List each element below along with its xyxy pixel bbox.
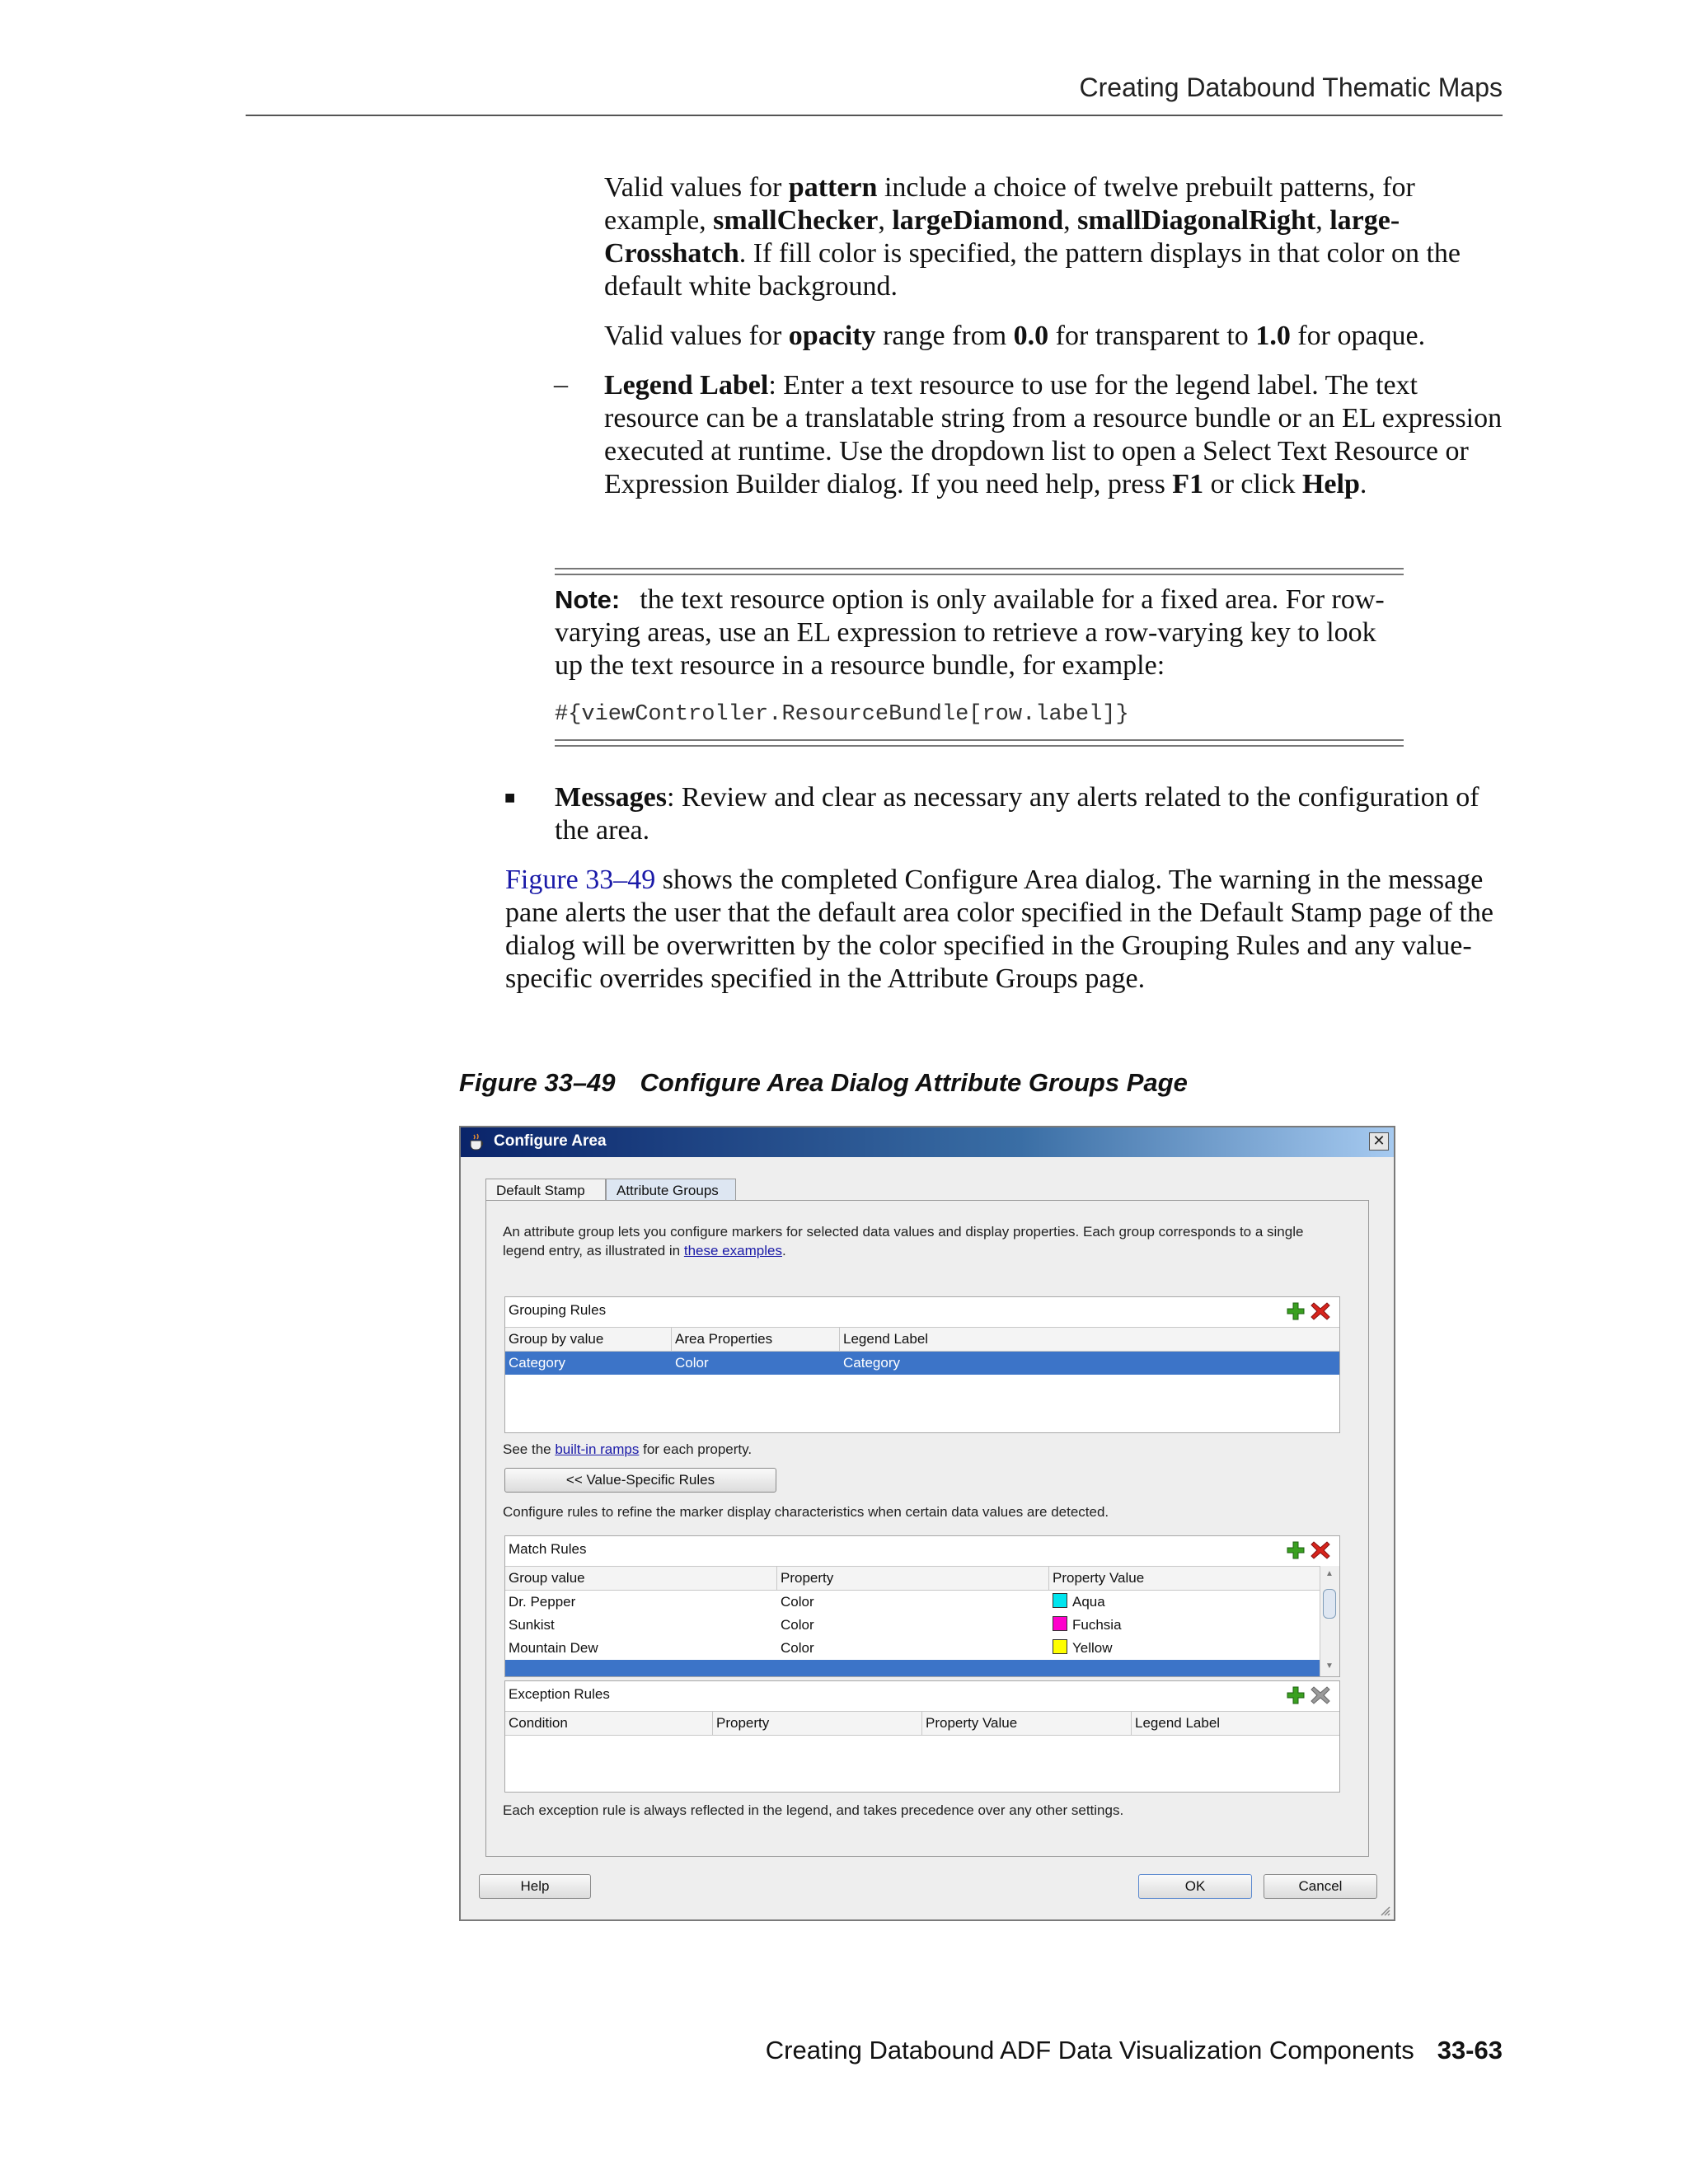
term-pattern: pattern bbox=[788, 172, 878, 203]
column-legend-label[interactable]: Legend Label bbox=[843, 1331, 929, 1347]
cell-legend-label: Category bbox=[843, 1355, 900, 1371]
scroll-up-icon[interactable]: ▲ bbox=[1325, 1569, 1334, 1578]
cell-property-value bbox=[1049, 1591, 1320, 1614]
column-legend-label[interactable]: Legend Label bbox=[1135, 1715, 1221, 1731]
color-swatch bbox=[1053, 1593, 1067, 1608]
match-rules-scrollbar[interactable] bbox=[1320, 1566, 1340, 1677]
color-swatch bbox=[1053, 1639, 1067, 1654]
help-button[interactable]: Help bbox=[479, 1874, 591, 1899]
term-smalldiagonalright: smallDiagonalRight bbox=[1077, 205, 1316, 236]
column-property[interactable]: Property bbox=[777, 1567, 1049, 1590]
column-group-by-value[interactable]: Group by value bbox=[505, 1328, 672, 1351]
resize-grip-icon[interactable] bbox=[1379, 1905, 1390, 1916]
exception-rules-title: Exception Rules bbox=[509, 1686, 610, 1702]
page-number: 33-63 bbox=[1437, 2036, 1503, 2064]
footer-chapter-title: Creating Databound ADF Data Visualization Components bbox=[765, 2036, 1414, 2064]
text-run: range from bbox=[875, 321, 1014, 351]
intro-text bbox=[503, 1222, 1343, 1260]
figure-number: Figure 33–49 bbox=[459, 1068, 616, 1097]
cell-group-value: Mountain Dew bbox=[509, 1640, 598, 1656]
text-run: include a choice of twelve prebuilt patterns, for example, bbox=[604, 172, 1415, 236]
cell-property: Color bbox=[781, 1617, 814, 1633]
exception-rules-section bbox=[504, 1680, 1340, 1793]
table-row[interactable] bbox=[505, 1591, 1320, 1614]
column-area-properties[interactable]: Area Properties bbox=[672, 1328, 840, 1351]
delete-icon[interactable] bbox=[1310, 1540, 1331, 1561]
add-icon[interactable] bbox=[1285, 1301, 1306, 1322]
text-run: : Enter a text resource to use for the legend label. The text resource can be a translatable string from a resource bundle or an EL expression executed at runtime. Use the dropdown list to open a Select Text Resource or Expression Builder dialog. If you need help, press bbox=[604, 370, 1503, 499]
color-name: Fuchsia bbox=[1072, 1617, 1122, 1633]
table-row[interactable] bbox=[505, 1637, 1320, 1660]
delete-icon[interactable] bbox=[1310, 1301, 1331, 1322]
paragraph-legend-label bbox=[604, 369, 1503, 501]
text-run: Valid values for bbox=[604, 172, 789, 203]
text-run: or click bbox=[1203, 469, 1302, 499]
paragraph-figure-reference bbox=[505, 864, 1507, 996]
coffee-cup-icon bbox=[467, 1132, 487, 1152]
figure-cross-reference-link[interactable]: Figure 33–49 bbox=[505, 865, 656, 895]
grouping-rules-section bbox=[504, 1296, 1340, 1433]
color-name: Aqua bbox=[1072, 1594, 1105, 1610]
column-condition[interactable]: Condition bbox=[505, 1712, 713, 1735]
cell-property-value bbox=[1049, 1614, 1320, 1637]
paragraph-pattern-values bbox=[604, 171, 1503, 303]
term-f1: F1 bbox=[1172, 469, 1204, 499]
configure-area-dialog bbox=[459, 1126, 1395, 1921]
text-run: , bbox=[878, 205, 893, 236]
figure-title: Configure Area Dialog Attribute Groups Page bbox=[640, 1068, 1188, 1097]
built-in-ramps-link[interactable]: built-in ramps bbox=[555, 1441, 640, 1457]
text-run: for opaque. bbox=[1290, 321, 1426, 351]
cell-group-value: Dr. Pepper bbox=[509, 1594, 576, 1610]
paragraph-opacity-values bbox=[604, 320, 1503, 353]
tab-attribute-groups[interactable]: Attribute Groups bbox=[606, 1179, 736, 1200]
add-icon[interactable] bbox=[1285, 1540, 1306, 1561]
cancel-button[interactable]: Cancel bbox=[1264, 1874, 1377, 1899]
text-run: : Review and clear as necessary any alerts related to the configuration of the area. bbox=[555, 782, 1479, 846]
text-run: , bbox=[1315, 205, 1330, 236]
dash-marker: – bbox=[554, 369, 568, 400]
cell-property: Color bbox=[781, 1594, 814, 1610]
cell-group-by-value: Category bbox=[509, 1355, 565, 1371]
term-one: 1.0 bbox=[1255, 321, 1291, 351]
term-zero: 0.0 bbox=[1013, 321, 1049, 351]
text-run: , bbox=[1063, 205, 1078, 236]
note-bottom-rule bbox=[555, 739, 1404, 747]
add-icon[interactable] bbox=[1285, 1685, 1306, 1706]
text-run: Valid values for bbox=[604, 321, 789, 351]
ramps-post: for each property. bbox=[639, 1441, 753, 1457]
term-largediamond: largeDiamond bbox=[892, 205, 1064, 236]
note-code-sample: #{viewController.ResourceBundle[row.label]} bbox=[555, 702, 1129, 727]
figure-caption bbox=[459, 1068, 1188, 1098]
tab-default-stamp[interactable]: Default Stamp bbox=[485, 1179, 606, 1200]
cell-property: Color bbox=[781, 1640, 814, 1656]
value-specific-rules-button[interactable]: << Value-Specific Rules bbox=[504, 1468, 776, 1493]
column-group-value[interactable]: Group value bbox=[505, 1567, 777, 1590]
note-text bbox=[555, 583, 1404, 682]
grouping-rules-title: Grouping Rules bbox=[509, 1302, 607, 1318]
configure-rules-text: Configure rules to refine the marker display characteristics when certain data values are detected. bbox=[503, 1504, 1109, 1520]
exception-note: Each exception rule is always reflected in the legend, and takes precedence over any other settings. bbox=[503, 1802, 1124, 1818]
intro-body: An attribute group lets you configure markers for selected data values and display properties. Each group corresponds to a single legend entry, as illustrated in bbox=[503, 1224, 1304, 1258]
cell-property-value bbox=[1049, 1637, 1320, 1660]
column-property-value[interactable]: Property Value bbox=[922, 1712, 1132, 1735]
text-run: for transparent to bbox=[1048, 321, 1256, 351]
intro-end: . bbox=[781, 1243, 786, 1258]
scroll-down-icon[interactable]: ▼ bbox=[1325, 1661, 1334, 1671]
attribute-groups-panel bbox=[485, 1200, 1369, 1857]
built-in-ramps-text bbox=[503, 1440, 752, 1459]
note-body: the text resource option is only available for a fixed area. For row-varying areas, use an EL expression to retrieve a row-varying key to look up the text resource in a resource bundle, for example: bbox=[555, 584, 1385, 681]
page-footer bbox=[766, 2036, 1503, 2065]
cell-group-value: Sunkist bbox=[509, 1617, 555, 1633]
color-name: Yellow bbox=[1072, 1640, 1113, 1656]
dialog-title: Configure Area bbox=[494, 1132, 607, 1150]
note-label: Note: bbox=[555, 585, 621, 614]
paragraph-messages bbox=[555, 781, 1503, 847]
table-row[interactable] bbox=[505, 1352, 1339, 1375]
text-run: . If fill color is specified, the pattern displays in that color on the default white background. bbox=[604, 238, 1461, 302]
term-help: Help bbox=[1301, 469, 1360, 499]
running-head: Creating Databound Thematic Maps bbox=[1079, 73, 1503, 102]
text-run: shows the completed Configure Area dialog. The warning in the message pane alerts the user that the default area color specified in the Default Stamp page of the dialog will be overwritten by the color specified in the Grouping Rules and any value-specific overrides specified in the Attribute Groups page. bbox=[505, 865, 1493, 994]
term-opacity: opacity bbox=[788, 321, 876, 351]
text-run: . bbox=[1359, 469, 1367, 499]
column-property-value[interactable]: Property Value bbox=[1053, 1570, 1145, 1586]
cell-area-properties: Color bbox=[675, 1355, 709, 1371]
match-rules-section bbox=[504, 1535, 1340, 1677]
table-row-partial[interactable] bbox=[505, 1660, 1320, 1677]
color-swatch bbox=[1053, 1616, 1067, 1631]
term-largecrosshatch: large-Crosshatch bbox=[604, 205, 1400, 269]
ok-button[interactable]: OK bbox=[1138, 1874, 1252, 1899]
match-grid-header bbox=[505, 1566, 1320, 1591]
term-smallchecker: smallChecker bbox=[713, 205, 879, 236]
delete-icon-disabled bbox=[1310, 1685, 1331, 1706]
term-legend-label: Legend Label bbox=[604, 370, 769, 401]
table-row[interactable] bbox=[505, 1614, 1320, 1637]
exception-grid-header bbox=[505, 1711, 1339, 1736]
grouping-grid-header bbox=[505, 1327, 1339, 1352]
match-rules-title: Match Rules bbox=[509, 1541, 587, 1557]
bullet-marker: ■ bbox=[504, 787, 516, 808]
scrollbar-thumb[interactable] bbox=[1323, 1589, 1336, 1619]
ramps-pre: See the bbox=[503, 1441, 556, 1457]
term-messages: Messages bbox=[555, 782, 667, 813]
close-icon[interactable]: ✕ bbox=[1369, 1132, 1389, 1151]
note-top-rule bbox=[555, 568, 1404, 575]
dialog-title-bar[interactable] bbox=[461, 1127, 1394, 1157]
column-property[interactable]: Property bbox=[713, 1712, 922, 1735]
these-examples-link[interactable]: these examples bbox=[683, 1243, 782, 1258]
header-rule bbox=[246, 115, 1503, 116]
